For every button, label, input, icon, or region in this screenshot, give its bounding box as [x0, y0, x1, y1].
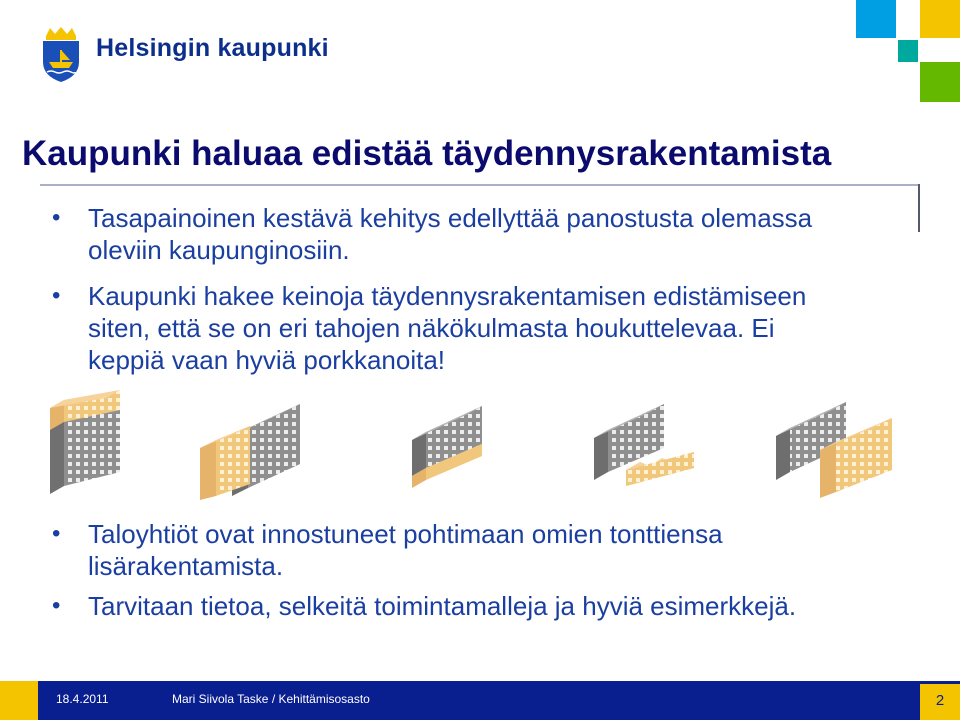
page-number-box [920, 684, 960, 720]
scenario-side-extension [200, 404, 300, 500]
scenario-vertical-extension [50, 390, 120, 494]
infill-building-scenarios-icon [50, 388, 892, 500]
bullet-item: • Tasapainoinen kestävä kehitys edellyttää panostusta olemassa oleviin kaupunginosiin. [50, 202, 850, 266]
page-number: 2 [935, 692, 945, 709]
decor-square-cyan [856, 0, 896, 38]
org-name: Helsingin kaupunki [96, 34, 329, 62]
scenario-row-houses [594, 404, 694, 486]
scenario-ground-floor-extension [412, 406, 482, 488]
footer-bar [0, 681, 960, 720]
footer-author: Mari Siivola Taske / Kehittämisosasto [172, 692, 370, 706]
title-divider [40, 184, 920, 186]
bullet-list-top [50, 202, 850, 390]
bullet-item: • Taloyhtiöt ovat innostuneet pohtimaan omien tonttiensa lisärakentamista. [50, 518, 850, 582]
footer-accent [0, 681, 38, 720]
slide-title: Kaupunki haluaa edistää täydennysrakentamista [22, 134, 832, 173]
bullet-item: • Tarvitaan tietoa, selkeitä toimintamalleja ja hyviä esimerkkejä. [50, 590, 850, 622]
bullet-list-bottom [50, 518, 850, 630]
footer-date: 18.4.2011 [56, 692, 109, 706]
decor-square-yellow [920, 0, 960, 38]
bullet-item: • Kaupunki hakee keinoja täydennysrakentamisen edistämiseen siten, että se on eri tahojen näkökulmasta houkuttelevaa. Ei keppiä vaan hyviä porkkanoita! [50, 280, 850, 376]
decor-square-teal [898, 40, 918, 62]
title-divider-end [918, 184, 920, 232]
decor-square-green [920, 62, 960, 102]
scenario-new-building [776, 402, 892, 498]
helsinki-coat-of-arms-icon [38, 26, 84, 84]
